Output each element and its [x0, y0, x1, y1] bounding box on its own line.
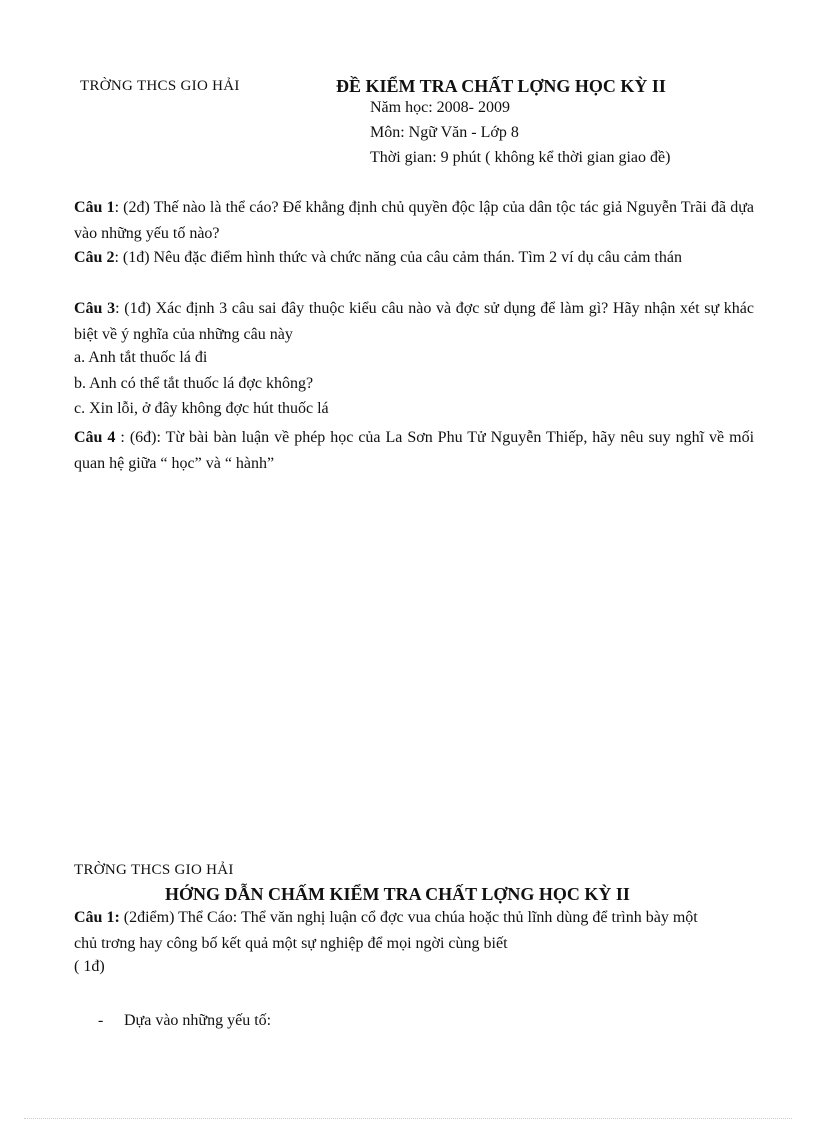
question-2-text: : (1đ) Nêu đặc điểm hình thức và chức năng của câu cảm thán. Tìm 2 ví dụ câu cảm thán — [114, 249, 682, 266]
question-3 — [74, 296, 754, 348]
sentence-c: c. Xin lỗi, ở đây không đợc hút thuốc lá — [74, 400, 329, 417]
sentence-a: a. Anh tắt thuốc lá đi — [74, 349, 208, 366]
bullet-dash: - — [98, 1012, 104, 1029]
question-3-label: Câu 3 — [74, 300, 116, 317]
guide-title: HỚNG DẪN CHẤM KIỂM TRA CHẤT LỢNG HỌC KỲ II — [165, 884, 630, 904]
school-year: Năm học: 2008- 2009 — [370, 99, 510, 116]
question-4-label: Câu 4 — [74, 429, 116, 446]
guide-bullet-text: Dựa vào những yếu tố: — [124, 1012, 272, 1029]
sentence-b: b. Anh có thể tắt thuốc lá đợc không? — [74, 375, 314, 392]
page-bottom-rule — [24, 1118, 792, 1119]
exam-time: Thời gian: 9 phút ( không kể thời gian giao đề) — [370, 149, 671, 166]
question-4-text: : (6đ): Từ bài bàn luận về phép học của La Sơn Phu Tử Nguyễn Thiếp, hãy nêu suy nghĩ về mối quan hệ giữa “ học” và “ hành” — [74, 429, 755, 472]
guide-question-1-label: Câu 1: — [74, 909, 120, 926]
question-3-text: : (1đ) Xác định 3 câu sai đây thuộc kiểu câu nào và đợc sử dụng để làm gì? Hãy nhận xét sự khác biệt về ý nghĩa của những câu này — [74, 300, 755, 343]
question-1-text: : (2đ) Thế nào là thể cáo? Để khẳng định chủ quyền độc lập của dân tộc tác giả Nguyễn Trãi đã dựa vào những yếu tố nào? — [74, 199, 755, 242]
school-name: TRỜNG THCS GIO HẢI — [80, 78, 240, 94]
exam-title: ĐỀ KIỂM TRA CHẤT LỢNG HỌC KỲ II — [336, 76, 666, 96]
guide-question-1 — [74, 905, 724, 957]
question-2 — [74, 245, 754, 271]
question-1-label: Câu 1 — [74, 199, 115, 216]
subject: Môn: Ngữ Văn - Lớp 8 — [370, 124, 519, 141]
question-2-label: Câu 2 — [74, 249, 115, 266]
guide-question-1-score: ( 1đ) — [74, 958, 105, 975]
question-4 — [74, 425, 754, 477]
guide-school-name: TRỜNG THCS GIO HẢI — [74, 862, 234, 878]
guide-question-1-text: (2điểm) Thể Cáo: Thể văn nghị luận cổ đợc vua chúa hoặc thủ lĩnh dùng để trình bày một chủ trơng hay công bố kết quả một sự nghiệp để mọi ngời cùng biết — [74, 909, 698, 952]
question-1 — [74, 195, 754, 247]
